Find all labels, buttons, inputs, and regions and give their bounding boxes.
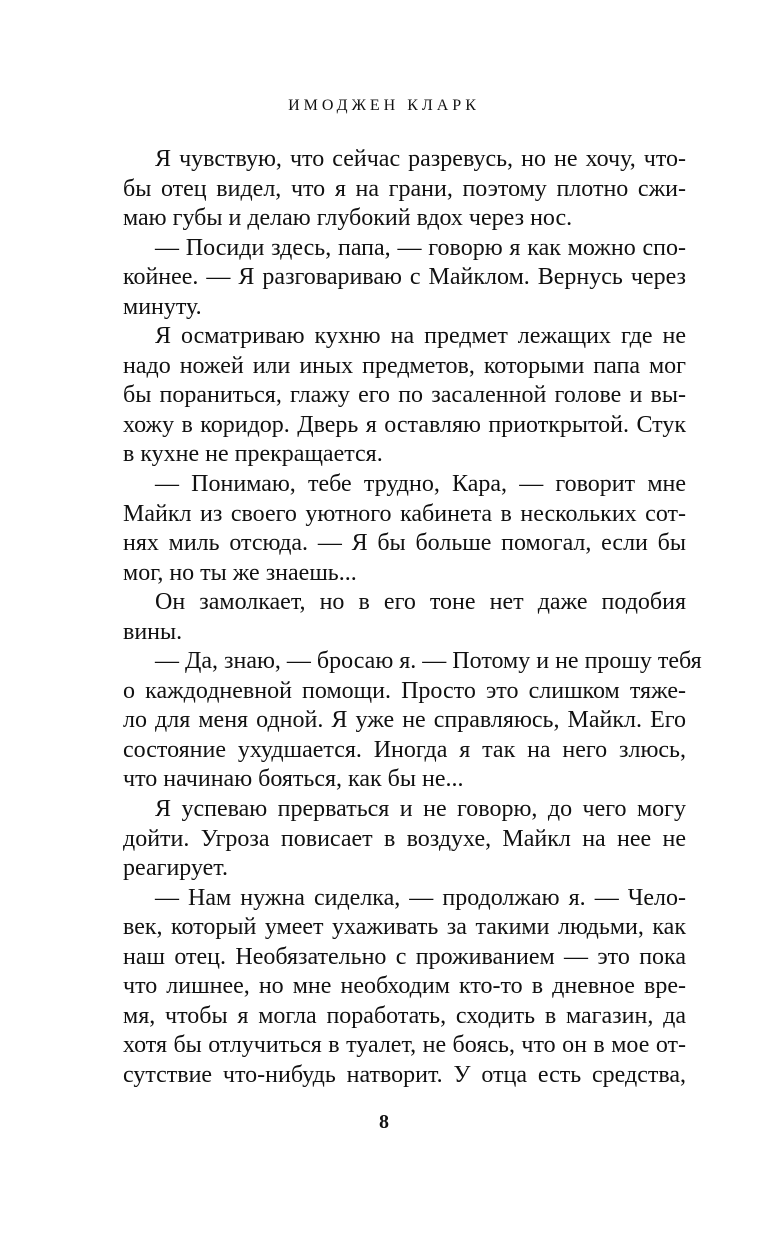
text-line: — Понимаю, тебе трудно, Кара, — говорит мне xyxy=(155,471,686,498)
body-text xyxy=(123,145,702,1091)
text-line: наш отец. Необязательно с проживанием — это пока xyxy=(123,943,686,970)
text-line: бы пораниться, глажу его по засаленной голове и вы- xyxy=(123,382,686,409)
text-line: вины. xyxy=(123,618,183,645)
text-line: бы отец видел, что я на грани, поэтому плотно сжи- xyxy=(123,175,686,202)
text-line: минуту. xyxy=(123,293,202,320)
text-line: ло для меня одной. Я уже не справляюсь, Майкл. Его xyxy=(123,707,686,734)
text-line: маю губы и делаю глубокий вдох через нос. xyxy=(123,205,573,232)
text-line: реагирует. xyxy=(123,855,228,882)
page-number: 8 xyxy=(379,1111,389,1133)
text-line: хотя бы отлучиться в туалет, не боясь, что он в мое от- xyxy=(123,1032,686,1059)
text-line: о каждодневной помощи. Просто это слишком тяже- xyxy=(123,677,686,704)
text-line: надо ножей или иных предметов, которыми папа мог xyxy=(123,352,686,379)
text-line: — Нам нужна сиделка, — продолжаю я. — Чело- xyxy=(155,884,686,911)
text-line: нях миль отсюда. — Я бы больше помогал, если бы xyxy=(123,530,686,557)
text-line: мог, но ты же знаешь... xyxy=(123,559,357,586)
text-line: сутствие что-нибудь натворит. У отца есть средства, xyxy=(123,1061,686,1088)
text-line: койнее. — Я разговариваю с Майклом. Вернусь через xyxy=(123,264,686,291)
text-line: Я успеваю прерваться и не говорю, до чего могу xyxy=(155,796,686,823)
text-line: состояние ухудшается. Иногда я так на него злюсь, xyxy=(123,736,686,763)
text-line: мя, чтобы я могла поработать, сходить в магазин, да xyxy=(123,1002,686,1029)
text-line: Я осматриваю кухню на предмет лежащих где не xyxy=(155,323,686,350)
text-line: Майкл из своего уютного кабинета в нескольких сот- xyxy=(123,500,686,527)
text-line: Я чувствую, что сейчас разревусь, но не хочу, что- xyxy=(155,146,686,172)
text-line: хожу в коридор. Дверь я оставляю приоткрытой. Стук xyxy=(123,411,686,438)
text-line: что лишнее, но мне необходим кто-то в дневное вре- xyxy=(123,973,686,1000)
text-line: в кухне не прекращается. xyxy=(123,441,383,468)
text-line: — Да, знаю, — бросаю я. — Потому и не прошу тебя xyxy=(155,648,702,675)
text-line: — Посиди здесь, папа, — говорю я как можно спо- xyxy=(155,234,686,261)
text-line: что начинаю бояться, как бы не... xyxy=(123,766,464,793)
running-header: ИМОДЖЕН КЛАРК xyxy=(288,97,480,114)
text-line: дойти. Угроза повисает в воздухе, Майкл на нее не xyxy=(123,825,686,852)
text-line: век, который умеет ухаживать за такими людьми, как xyxy=(123,914,686,941)
text-line: Он замолкает, но в его тоне нет даже подобия xyxy=(155,589,686,616)
